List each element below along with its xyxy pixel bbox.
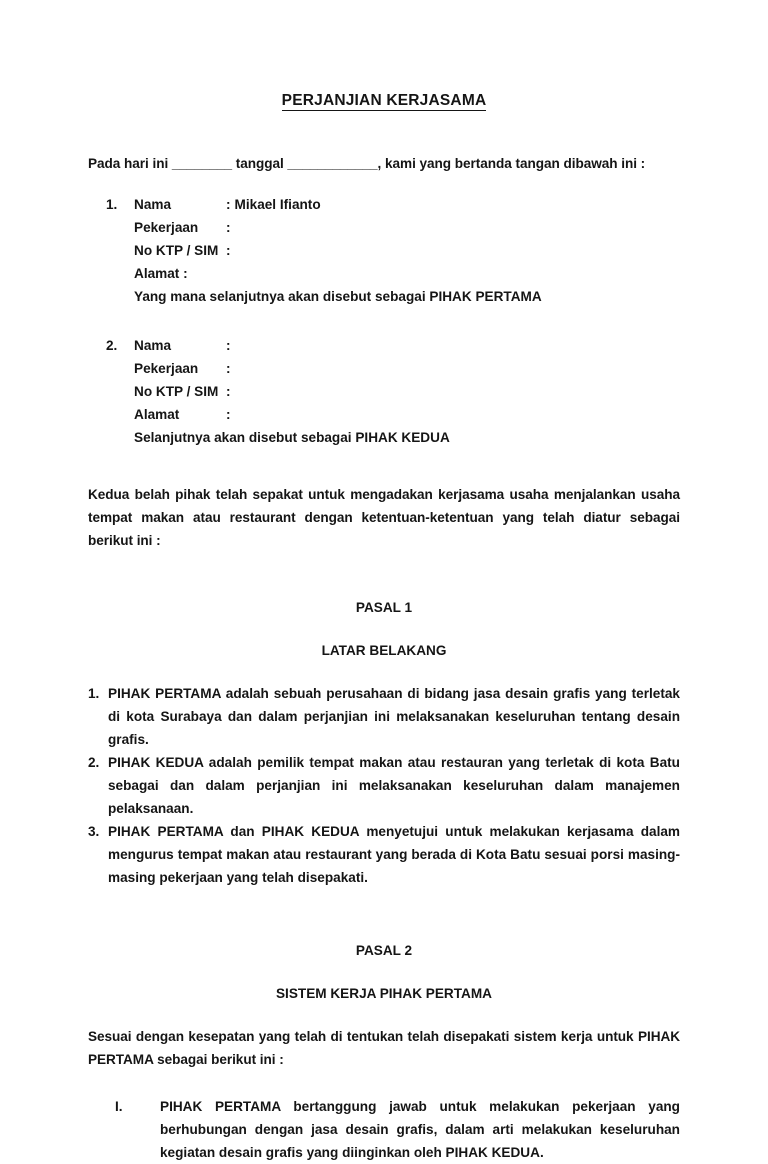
field-nama <box>134 193 680 216</box>
field-separator: : <box>226 338 231 353</box>
agreement-paragraph: Kedua belah pihak telah sepakat untuk mengadakan kerjasama usaha menjalankan usaha tempat makan atau restaurant dengan ketentuan-ketentuan yang telah diatur sebagai berikut ini : <box>88 487 680 548</box>
field-separator: : <box>226 361 231 376</box>
party-row <box>106 334 680 449</box>
field-separator: : <box>226 197 231 212</box>
party-fields <box>134 334 680 449</box>
list-text: PIHAK KEDUA adalah pemilik tempat makan atau restauran yang terletak di kota Batu sebagai dan dalam perjanjian ini melaksanakan keseluruhan dalam manajemen pelaksanaan. <box>108 755 680 816</box>
field-label: Nama <box>134 338 172 353</box>
field-label: No KTP / SIM <box>134 384 219 399</box>
field-no-ktp-sim <box>134 380 680 403</box>
field-label: No KTP / SIM <box>134 243 219 258</box>
field-separator: : <box>226 220 231 235</box>
section-subtitle-pasal-1: LATAR BELAKANG <box>321 643 447 658</box>
page-title-text: PERJANJIAN KERJASAMA <box>281 92 487 109</box>
field-label: Alamat : <box>134 266 188 281</box>
pasal-1-list <box>88 682 680 889</box>
section-heading-pasal-2: PASAL 2 <box>355 943 413 958</box>
field-pekerjaan <box>134 216 680 239</box>
field-label: Nama <box>134 197 172 212</box>
list-text: PIHAK PERTAMA adalah sebuah perusahaan di bidang jasa desain grafis yang terletak di kota Surabaya dan dalam perjanjian ini melaksanakan keseluruhan tentang desain grafis. <box>108 686 680 747</box>
field-nama <box>134 334 680 357</box>
list-marker: 3. <box>88 824 100 839</box>
party-fields <box>134 193 680 308</box>
section-heading-pasal-1: PASAL 1 <box>355 600 413 615</box>
field-label: Pekerjaan <box>134 361 199 376</box>
party-number: 1. <box>106 197 118 212</box>
list-text: PIHAK PERTAMA bertanggung jawab untuk melakukan pekerjaan yang berhubungan dengan jasa desain grafis, dalam arti melakukan keseluruhan kegiatan desain grafis yang diinginkan oleh PIHAK KEDUA. <box>160 1099 680 1160</box>
party-row <box>106 193 680 308</box>
field-no-ktp-sim <box>134 239 680 262</box>
pasal-2-paragraph: Sesuai dengan kesepatan yang telah di tentukan telah disepakati sistem kerja untuk PIHAK PERTAMA sebagai berikut ini : <box>88 1029 680 1067</box>
party-number: 2. <box>106 338 118 353</box>
field-pekerjaan <box>134 357 680 380</box>
intro-paragraph: Pada hari ini ________ tanggal ____________, kami yang bertanda tangan dibawah ini : <box>88 156 646 171</box>
list-item <box>88 820 680 889</box>
list-item <box>88 751 680 820</box>
party-designation: Yang mana selanjutnya akan disebut sebagai PIHAK PERTAMA <box>134 289 542 304</box>
pasal-2-list <box>88 1095 680 1164</box>
field-alamat <box>134 403 680 426</box>
list-item <box>88 682 680 751</box>
document-body <box>88 0 680 1164</box>
field-label: Pekerjaan <box>134 220 199 235</box>
field-label: Alamat <box>134 407 180 422</box>
field-value: Mikael Ifianto <box>234 197 321 212</box>
list-item <box>115 1095 680 1164</box>
list-marker: I. <box>115 1099 123 1114</box>
field-alamat <box>134 262 680 285</box>
party-designation: Selanjutnya akan disebut sebagai PIHAK KEDUA <box>134 430 450 445</box>
party-block-first <box>88 193 680 308</box>
section-subtitle-pasal-2: SISTEM KERJA PIHAK PERTAMA <box>275 986 492 1001</box>
list-marker: 1. <box>88 686 100 701</box>
party-block-second <box>88 334 680 449</box>
page-title <box>88 92 680 110</box>
list-text: PIHAK PERTAMA dan PIHAK KEDUA menyetujui untuk melakukan kerjasama dalam mengurus tempat makan atau restaurant yang berada di Kota Batu sesuai porsi masing-masing pekerjaan yang telah disepakati. <box>108 824 680 885</box>
field-separator: : <box>226 407 231 422</box>
field-separator: : <box>226 384 231 399</box>
field-separator: : <box>226 243 231 258</box>
list-marker: 2. <box>88 755 100 770</box>
